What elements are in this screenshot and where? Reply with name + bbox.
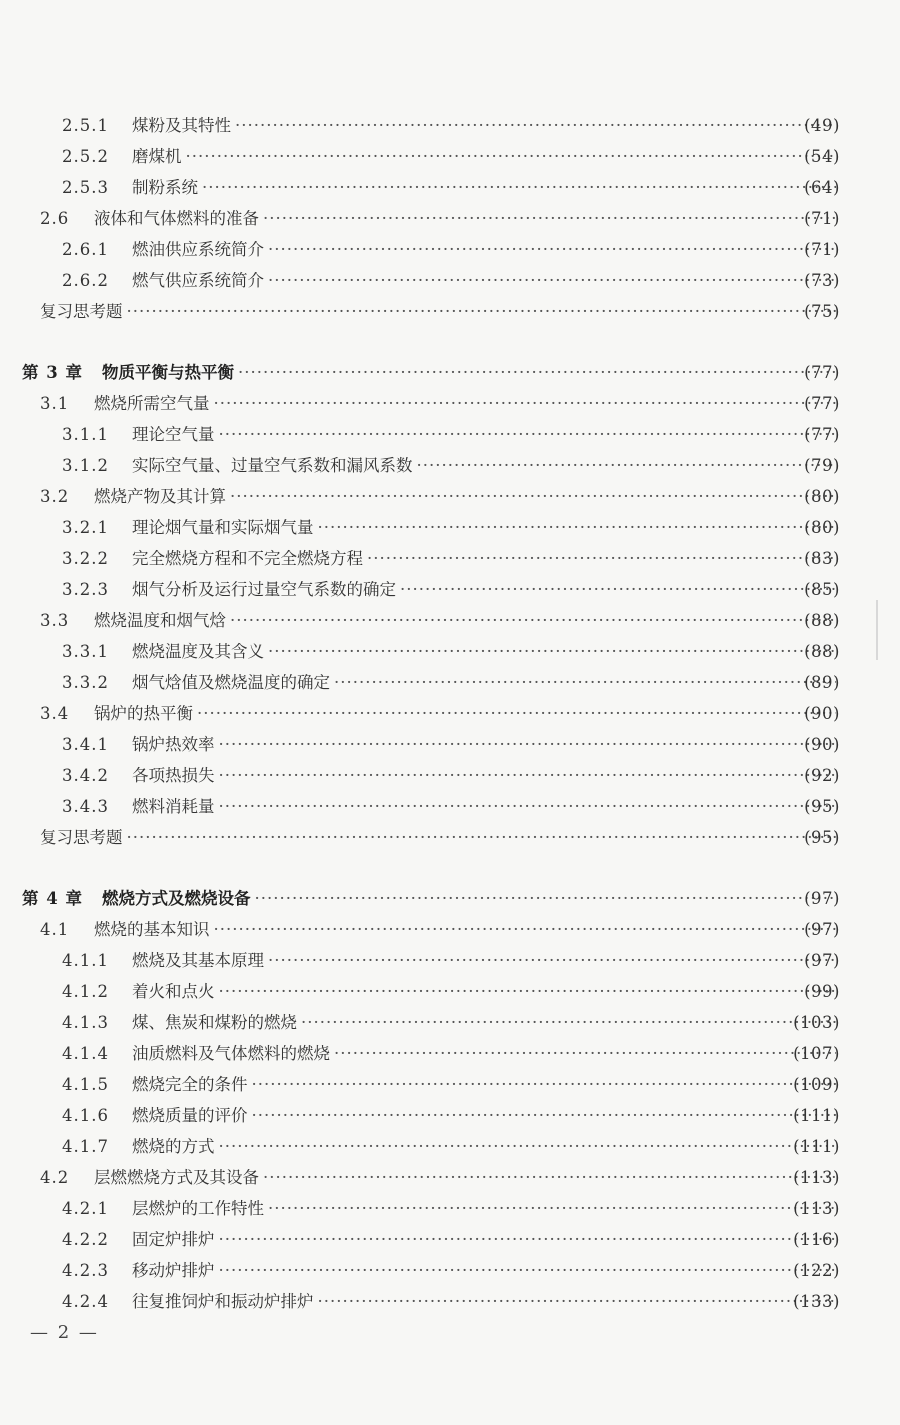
toc-entry-number: 第 4 章 [22,889,83,908]
toc-leader-dots [268,636,836,667]
toc-entry-number: 4.1 [40,920,70,939]
toc-entry-sub[interactable] [0,1286,900,1317]
toc-entry-number: 4.2.1 [62,1199,109,1218]
toc-entry-line [40,822,840,853]
toc-entry-title: 复习思考题 [40,828,123,847]
toc-leader-dots [219,976,837,1007]
toc-entry-title: 燃气供应系统简介 [132,271,264,290]
toc-entry-line [40,296,840,327]
toc-entry-title: 燃烧质量的评价 [132,1106,248,1125]
toc-leader-dots [268,265,836,296]
toc-entry-line [62,512,840,543]
toc-entry-page: (133) [793,1292,840,1311]
toc-entry-title: 燃烧方式及燃烧设备 [102,889,251,908]
toc-entry-sub[interactable] [0,636,900,667]
page-footer: — 2 — [30,1322,99,1343]
toc-entry-title: 燃烧的方式 [132,1137,215,1156]
toc-leader-dots [334,667,836,698]
toc-entry-line [62,1286,840,1317]
toc-entry-page: (88) [804,642,840,661]
toc-leader-dots [219,729,837,760]
toc-entry-line [62,450,840,481]
toc-entry-number: 2.6.2 [62,271,109,290]
toc-entry-number: 4.1.7 [62,1137,109,1156]
toc-entry-number: 3.1.1 [62,425,109,444]
toc-entry-page: (79) [804,456,840,475]
toc-entry-line [62,1069,840,1100]
toc-entry-chapter[interactable] [0,357,900,388]
toc-entry-sub[interactable] [0,450,900,481]
toc-entry-line [40,388,840,419]
toc-entry-line [62,1038,840,1069]
toc-entry-title: 燃烧温度及其含义 [132,642,264,661]
toc-entry-line [62,543,840,574]
toc-entry-number: 3.2.1 [62,518,109,537]
toc-entry-page: (107) [793,1044,840,1063]
table-of-contents [0,110,900,1317]
toc-entry-line [62,729,840,760]
toc-entry-page: (88) [804,611,840,630]
toc-leader-dots [219,1131,837,1162]
toc-entry-section[interactable] [0,698,900,729]
toc-entry-page: (49) [804,116,840,135]
toc-entry-page: (97) [804,951,840,970]
toc-leader-dots [268,1193,836,1224]
toc-entry-number: 4.2 [40,1168,70,1187]
toc-entry-page: (113) [793,1199,840,1218]
toc-entry-title: 固定炉排炉 [132,1230,215,1249]
toc-entry-line [62,234,840,265]
toc-entry-line [62,1100,840,1131]
toc-entry-title: 各项热损失 [132,766,215,785]
toc-entry-title: 制粉系统 [132,178,198,197]
toc-entry-number: 4.1.4 [62,1044,109,1063]
toc-entry-page: (95) [804,797,840,816]
toc-entry-sub[interactable] [0,1131,900,1162]
toc-entry-line [62,945,840,976]
toc-leader-dots [230,605,836,636]
toc-entry-sub[interactable] [0,172,900,203]
scan-edge-mark [876,600,878,660]
toc-entry-line [40,203,840,234]
toc-leader-dots [202,172,836,203]
toc-entry-number: 4.2.3 [62,1261,109,1280]
toc-entry-line [62,760,840,791]
toc-entry-number: 3.4 [40,704,70,723]
toc-entry-sub[interactable] [0,110,900,141]
toc-entry-sub[interactable] [0,234,900,265]
toc-entry-title: 煤粉及其特性 [132,116,231,135]
toc-leader-dots [318,512,837,543]
toc-entry-number: 2.5.1 [62,116,109,135]
toc-entry-number: 3.2.2 [62,549,109,568]
toc-entry-title: 磨煤机 [132,147,182,166]
toc-entry-sub[interactable] [0,512,900,543]
toc-leader-dots [263,203,836,234]
toc-entry-title: 燃料消耗量 [132,797,215,816]
toc-entry-title: 油质燃料及气体燃料的燃烧 [132,1044,330,1063]
toc-entry-title: 理论空气量 [132,425,215,444]
toc-entry-title: 燃烧产物及其计算 [94,487,226,506]
toc-entry-page: (77) [804,394,840,413]
toc-entry-page: (80) [804,518,840,537]
toc-leader-dots [417,450,837,481]
toc-entry-page: (122) [793,1261,840,1280]
toc-leader-dots [219,760,837,791]
toc-leader-dots [268,945,836,976]
toc-entry-line [62,976,840,1007]
toc-leader-dots [238,357,836,388]
toc-entry-number: 4.2.4 [62,1292,109,1311]
toc-entry-number: 4.1.5 [62,1075,109,1094]
toc-leader-dots [197,698,836,729]
toc-entry-section[interactable] [0,605,900,636]
toc-leader-dots [186,141,837,172]
toc-entry-line [62,419,840,450]
toc-entry-sub[interactable] [0,543,900,574]
toc-leader-dots [219,419,837,450]
toc-leader-dots [400,574,836,605]
toc-leader-dots [219,1255,837,1286]
toc-entry-line [62,110,840,141]
toc-entry-page: (83) [804,549,840,568]
toc-entry-sub[interactable] [0,1255,900,1286]
toc-entry-number: 3.4.2 [62,766,109,785]
toc-entry-section[interactable] [0,481,900,512]
toc-entry-line [62,141,840,172]
toc-entry-line [62,667,840,698]
toc-entry-title: 煤、焦炭和煤粉的燃烧 [132,1013,297,1032]
toc-entry-number: 3.3.1 [62,642,109,661]
toc-leader-dots [255,883,837,914]
toc-leader-dots [252,1069,837,1100]
toc-entry-sub[interactable] [0,760,900,791]
toc-entry-chapter[interactable] [0,883,900,914]
toc-entry-sub[interactable] [0,1069,900,1100]
toc-entry-number: 4.1.1 [62,951,109,970]
toc-leader-dots [235,110,836,141]
toc-leader-dots [219,791,837,822]
toc-entry-title: 烟气焓值及燃烧温度的确定 [132,673,330,692]
toc-entry-page: (54) [804,147,840,166]
toc-entry-number: 3.4.1 [62,735,109,754]
toc-entry-number: 3.4.3 [62,797,109,816]
toc-leader-dots [127,822,837,853]
toc-entry-sub[interactable] [0,1038,900,1069]
toc-entry-page: (73) [804,271,840,290]
toc-leader-dots [214,914,837,945]
toc-entry-page: (77) [804,363,840,382]
toc-entry-number: 2.6 [40,209,70,228]
toc-entry-page: (116) [793,1230,840,1249]
toc-entry-number: 3.1 [40,394,70,413]
toc-entry-number: 第 3 章 [22,363,83,382]
toc-leader-dots [252,1100,837,1131]
toc-entry-page: (97) [804,889,840,908]
page-number: 2 [57,1322,72,1343]
toc-entry-page: (99) [804,982,840,1001]
toc-entry-line [40,1162,840,1193]
chapter-gap [0,327,900,357]
toc-entry-section[interactable] [0,388,900,419]
toc-entry-title: 燃烧温度和烟气焓 [94,611,226,630]
toc-entry-sub[interactable] [0,574,900,605]
toc-entry-sub[interactable] [0,667,900,698]
toc-entry-review[interactable] [0,822,900,853]
toc-entry-page: (85) [804,580,840,599]
toc-entry-line [40,605,840,636]
toc-entry-title: 移动炉排炉 [132,1261,215,1280]
toc-entry-title: 物质平衡与热平衡 [102,363,234,382]
toc-entry-sub[interactable] [0,1193,900,1224]
toc-entry-section[interactable] [0,203,900,234]
toc-entry-title: 燃油供应系统简介 [132,240,264,259]
toc-entry-title: 锅炉的热平衡 [94,704,193,723]
toc-leader-dots [214,388,837,419]
toc-entry-page: (90) [804,704,840,723]
toc-entry-title: 锅炉热效率 [132,735,215,754]
toc-entry-page: (80) [804,487,840,506]
toc-entry-number: 4.2.2 [62,1230,109,1249]
toc-entry-page: (75) [804,302,840,321]
toc-entry-page: (113) [793,1168,840,1187]
toc-leader-dots [367,543,836,574]
toc-entry-sub[interactable] [0,1007,900,1038]
toc-entry-line [62,1193,840,1224]
toc-entry-section[interactable] [0,914,900,945]
toc-entry-page: (90) [804,735,840,754]
toc-entry-review[interactable] [0,296,900,327]
toc-entry-page: (103) [793,1013,840,1032]
toc-entry-page: (71) [804,209,840,228]
toc-entry-line [62,791,840,822]
toc-entry-sub[interactable] [0,419,900,450]
toc-entry-line [22,883,840,914]
toc-entry-line [40,698,840,729]
toc-entry-number: 3.3 [40,611,70,630]
toc-entry-line [22,357,840,388]
toc-entry-line [62,636,840,667]
toc-entry-page: (97) [804,920,840,939]
chapter-gap [0,853,900,883]
toc-entry-number: 3.2 [40,487,70,506]
toc-entry-title: 液体和气体燃料的准备 [94,209,259,228]
toc-entry-line [62,1224,840,1255]
toc-entry-page: (64) [804,178,840,197]
toc-entry-line [62,1007,840,1038]
toc-entry-sub[interactable] [0,141,900,172]
toc-entry-title: 燃烧所需空气量 [94,394,210,413]
toc-entry-title: 燃烧的基本知识 [94,920,210,939]
toc-entry-number: 2.5.2 [62,147,109,166]
toc-leader-dots [318,1286,837,1317]
toc-entry-title: 完全燃烧方程和不完全燃烧方程 [132,549,363,568]
toc-leader-dots [301,1007,836,1038]
toc-entry-page: (89) [804,673,840,692]
toc-entry-number: 4.1.3 [62,1013,109,1032]
toc-entry-page: (71) [804,240,840,259]
toc-entry-title: 层燃燃烧方式及其设备 [94,1168,259,1187]
toc-entry-number: 2.6.1 [62,240,109,259]
toc-entry-page: (92) [804,766,840,785]
toc-entry-line [40,914,840,945]
toc-leader-dots [334,1038,836,1069]
toc-entry-title: 理论烟气量和实际烟气量 [132,518,314,537]
toc-entry-sub[interactable] [0,976,900,1007]
toc-leader-dots [268,234,836,265]
toc-entry-title: 烟气分析及运行过量空气系数的确定 [132,580,396,599]
toc-entry-title: 实际空气量、过量空气系数和漏风系数 [132,456,413,475]
toc-entry-page: (111) [793,1106,840,1125]
toc-leader-dots [127,296,837,327]
toc-entry-line [62,574,840,605]
toc-entry-sub[interactable] [0,1100,900,1131]
toc-entry-page: (77) [804,425,840,444]
toc-entry-number: 2.5.3 [62,178,109,197]
toc-entry-title: 燃烧及其基本原理 [132,951,264,970]
toc-entry-line [62,265,840,296]
toc-entry-title: 往复推饲炉和振动炉排炉 [132,1292,314,1311]
toc-entry-page: (95) [804,828,840,847]
toc-entry-page: (111) [793,1137,840,1156]
toc-leader-dots [230,481,836,512]
toc-entry-number: 4.1.2 [62,982,109,1001]
toc-entry-title: 层燃炉的工作特性 [132,1199,264,1218]
toc-entry-number: 3.3.2 [62,673,109,692]
toc-entry-title: 着火和点火 [132,982,215,1001]
toc-entry-sub[interactable] [0,729,900,760]
toc-entry-section[interactable] [0,1162,900,1193]
toc-entry-sub[interactable] [0,791,900,822]
toc-entry-number: 3.2.3 [62,580,109,599]
toc-entry-line [62,1131,840,1162]
toc-entry-sub[interactable] [0,945,900,976]
toc-entry-number: 4.1.6 [62,1106,109,1125]
toc-leader-dots [219,1224,837,1255]
toc-entry-page: (109) [793,1075,840,1094]
toc-entry-title: 复习思考题 [40,302,123,321]
toc-entry-line [62,1255,840,1286]
toc-leader-dots [263,1162,836,1193]
toc-entry-line [40,481,840,512]
toc-entry-title: 燃烧完全的条件 [132,1075,248,1094]
toc-entry-number: 3.1.2 [62,456,109,475]
toc-entry-sub[interactable] [0,265,900,296]
toc-entry-line [62,172,840,203]
toc-entry-sub[interactable] [0,1224,900,1255]
